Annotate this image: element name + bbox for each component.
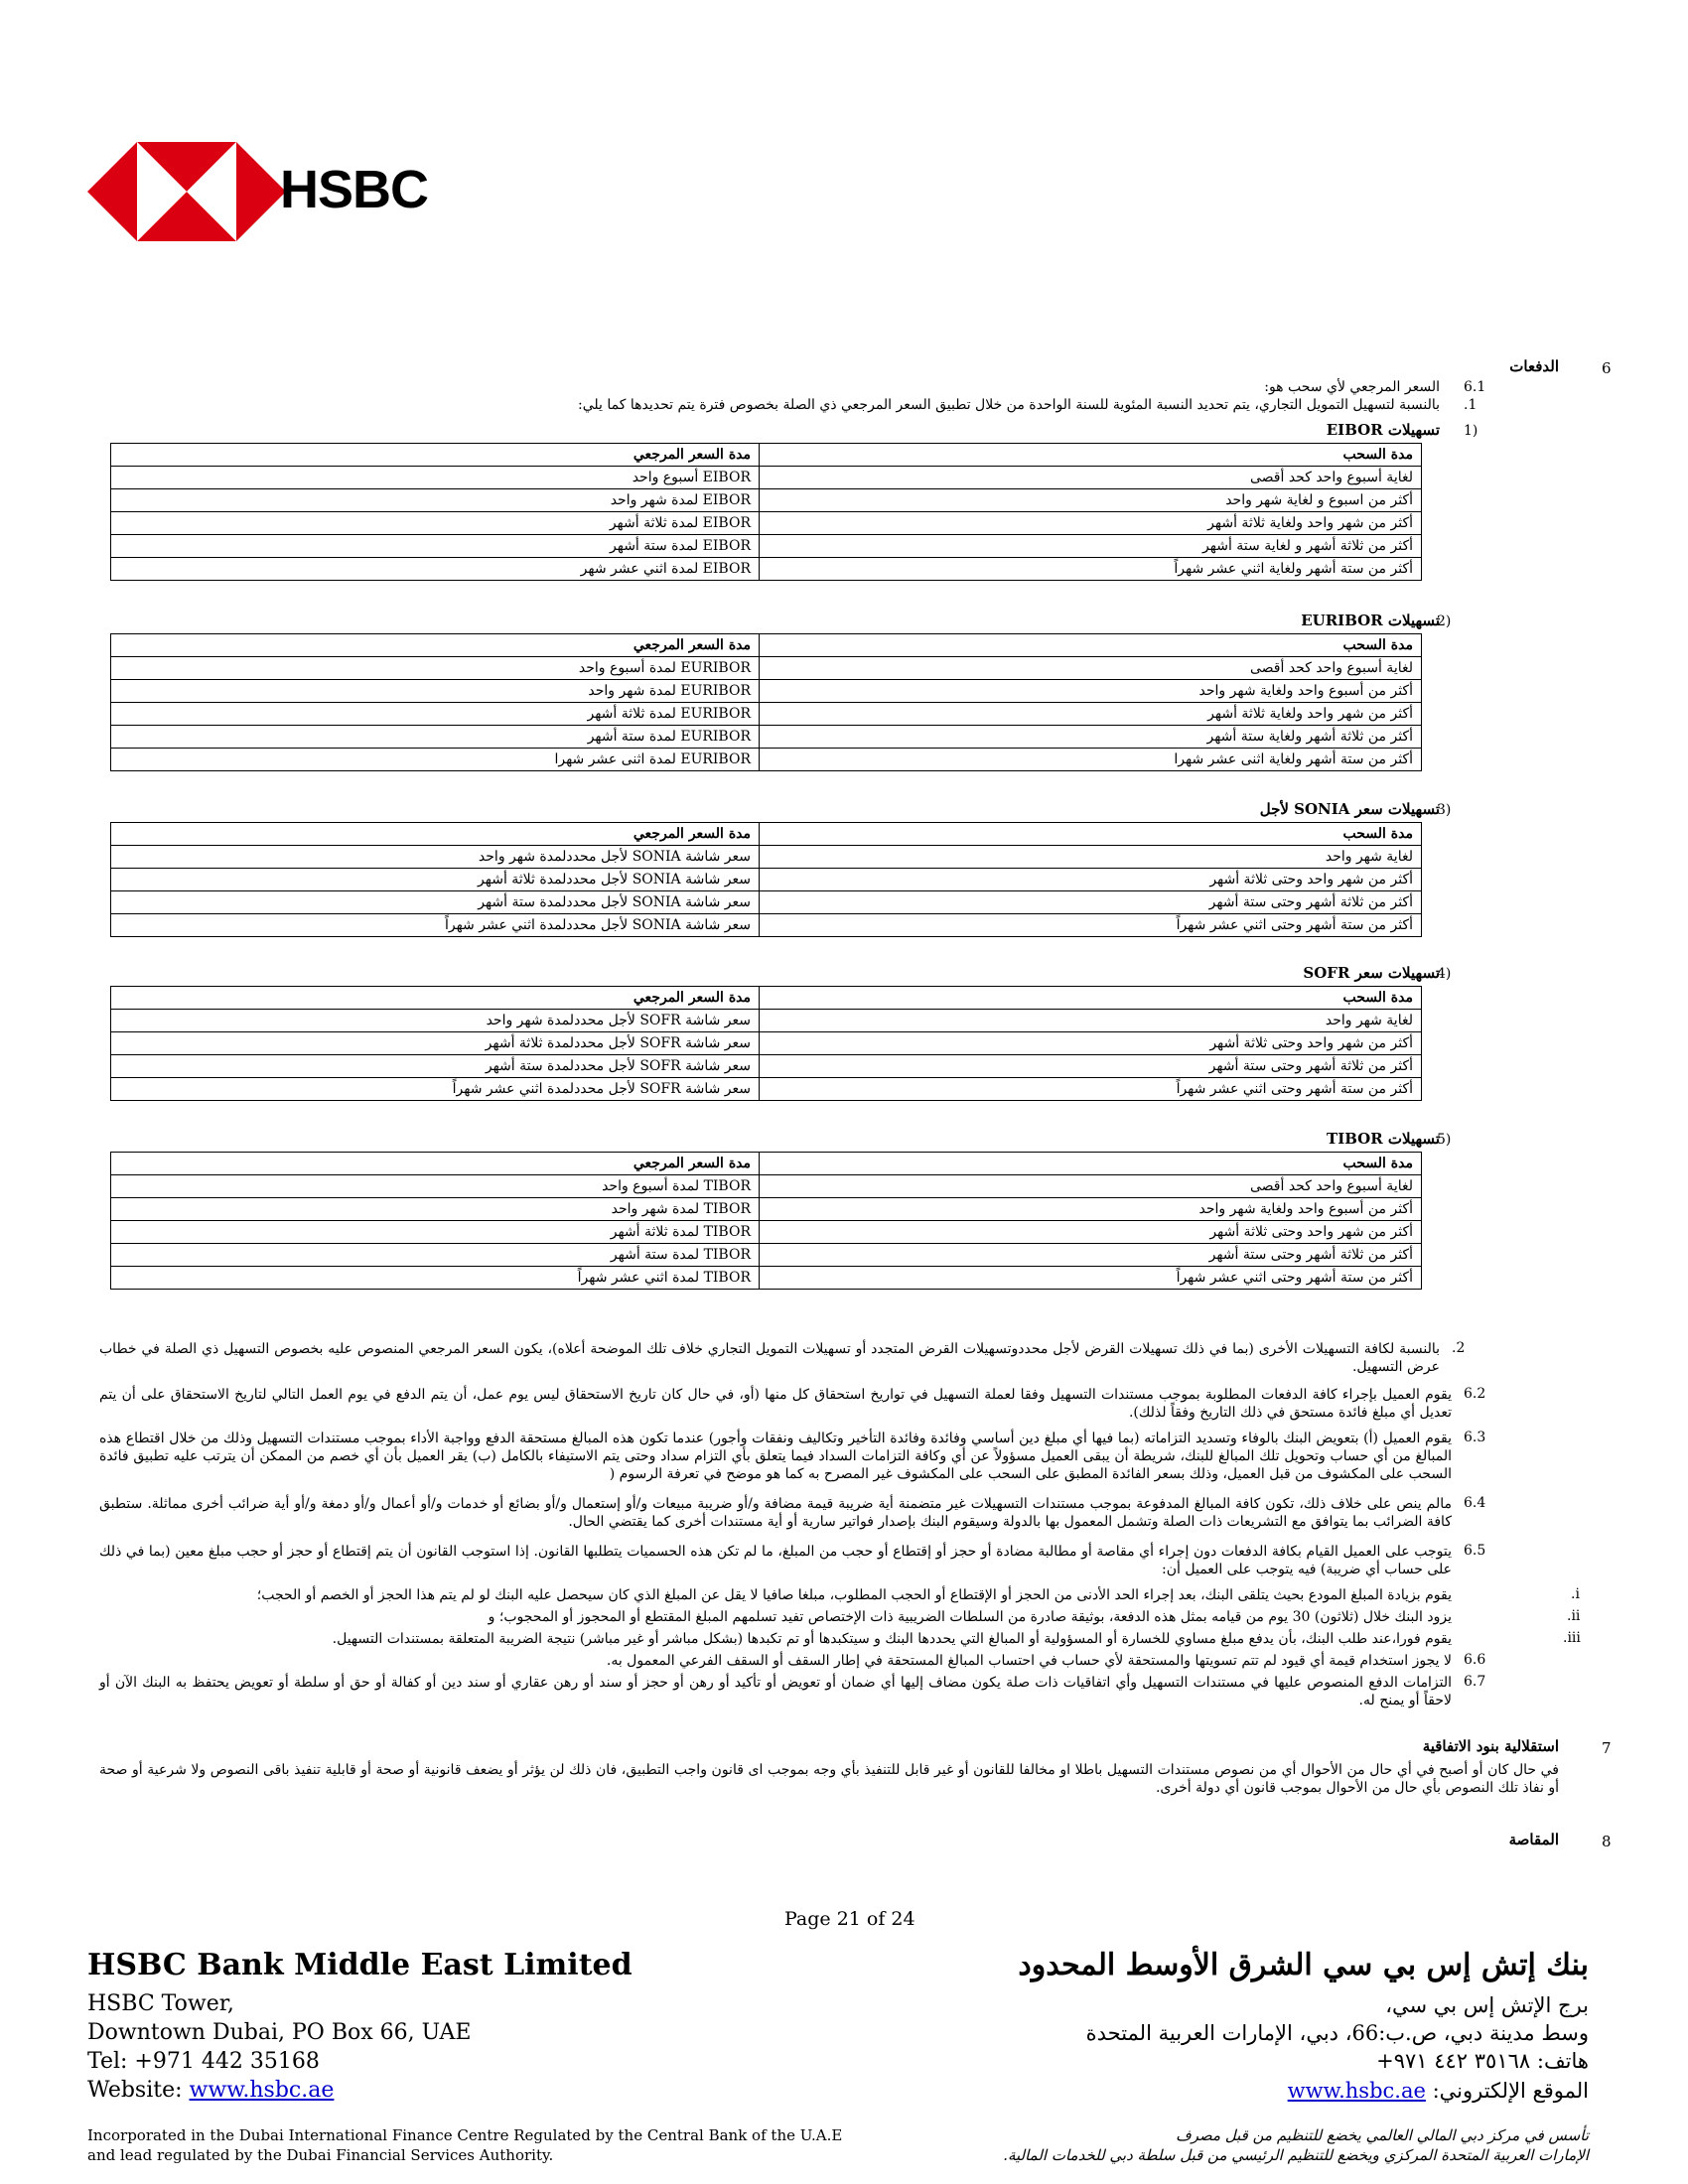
footer-address-line-ar: وسط مدينة دبي، ص.ب:66، دبي، الإمارات العربية المتحدة [1085, 2021, 1589, 2045]
table-row [111, 1267, 1422, 1290]
table-cell: أكثر من ستة أشهر وحتى اثني عشر شهراً [760, 1078, 1422, 1101]
table-row [111, 657, 1422, 680]
table-cell: EIBOR لمدة اثني عشر شهر [111, 558, 760, 581]
table-cell: EURIBOR لمدة شهر واحد [111, 680, 760, 703]
table-cell: أكثر من ستة أشهر ولغاية اثني عشر شهراً [760, 558, 1422, 581]
website-link[interactable]: www.hsbc.ae [189, 2078, 335, 2103]
table-row [111, 467, 1422, 489]
clause-1-text: بالنسبة لتسهيل التمويل التجاري، يتم تحديد النسبة المئوية للسنة الواحدة من خلال تطبيق السعر المرجعي ذي الصلة بخصوص فترة يتم تحديدها كما يلي: [578, 397, 1440, 413]
column-header-drawdown: مدة السحب [760, 634, 1422, 657]
table-header-row [111, 987, 1422, 1010]
table-row [111, 1244, 1422, 1267]
column-header-drawdown: مدة السحب [760, 987, 1422, 1010]
clause-6-3-text: يقوم العميل (أ) بتعويض البنك بالوفاء وتسديد التزاماته (بما فيها أي مبلغ دين أساسي وفائدة وفائدة التأخير وتكاليف ونفقات وأجور) عندما تكون هذه المبالغ مستحقة الدفع وواجبة الأداء بموجب مستندات التسهيل وذلك من خلال اقتطاع هذه المبالغ من أي حساب وتحويل تلك المبالغ للبنك، شريطة أن يبقى العميل مسؤولاً عن أي وكافة التزامات السداد فيما يتعلق بأي التزام سداد وحتى يتم الاستيفاء بالكامل (ب) يقر العميل بأن أي خصم من الممكن أن يترتب عليه تطبيق فائدة السحب على المكشوف من قبل العميل، وذلك بسعر الفائدة المطبق على السحب على المكشوف غير المصرح به كما هو موضح في تعرفة الرسوم ( [99, 1431, 1452, 1482]
table-cell: أكثر من شهر واحد ولغاية ثلاثة أشهر [760, 703, 1422, 726]
clause-2-number: .2 [1452, 1340, 1466, 1356]
table-row [111, 680, 1422, 703]
footer-phone-ar: هاتف: ٣٥١٦٨ ٤٤٢ ٩٧١+ [1376, 2049, 1589, 2073]
table-cell: TIBOR لمدة أسبوع واحد [111, 1175, 760, 1198]
footer-website-ar [1288, 2079, 1589, 2103]
table-2-number: 2) [1437, 614, 1452, 629]
table-cell: أكثر من ثلاثة أشهر وحتى ستة أشهر [760, 1055, 1422, 1078]
table-cell: EURIBOR لمدة ستة أشهر [111, 726, 760, 749]
table-cell: أكثر من شهر واحد وحتى ثلاثة أشهر [760, 869, 1422, 891]
table-cell: TIBOR لمدة اثني عشر شهراً [111, 1267, 760, 1290]
table-row [111, 1221, 1422, 1244]
table-row [111, 914, 1422, 937]
table-5-number: 5) [1437, 1132, 1452, 1148]
table-cell: أكثر من أسبوع واحد ولغاية شهر واحد [760, 680, 1422, 703]
section-7-number: 7 [1602, 1739, 1612, 1757]
table-cell: لغاية شهر واحد [760, 1010, 1422, 1032]
column-header-reference: مدة السعر المرجعي [111, 444, 760, 467]
section-6-number: 6 [1602, 359, 1612, 377]
table-cell: أكثر من ثلاثة أشهر و لغاية ستة أشهر [760, 535, 1422, 558]
clause-2-text: بالنسبة لكافة التسهيلات الأخرى (بما في ذلك تسهيلات القرض لأجل محددوتسهيلات القرض المتجدد أو تسهيلات التمويل التجاري خلاف تلك الموضحة أعلاه)، يكون السعر المرجعي المنصوص عليه بخصوص التسهيل ذي الصلة في خطاب عرض التسهيل. [99, 1341, 1440, 1375]
column-header-drawdown: مدة السحب [760, 1153, 1422, 1175]
table-cell: سعر شاشة SOFR لأجل محددلمدة شهر واحد [111, 1010, 760, 1032]
table-cell: أكثر من ستة أشهر وحتى اثني عشر شهراً [760, 1267, 1422, 1290]
table-header-row [111, 444, 1422, 467]
table-1-number: 1) [1464, 423, 1478, 439]
table-4-number: 4) [1437, 966, 1452, 982]
table-row [111, 726, 1422, 749]
table-row [111, 1032, 1422, 1055]
clause-iii-number: .iii [1563, 1630, 1581, 1646]
section-6-title: الدفعات [1509, 357, 1559, 375]
table-header-row [111, 1153, 1422, 1175]
clause-6-4-number: 6.4 [1464, 1495, 1486, 1511]
table-cell: أكثر من اسبوع و لغاية شهر واحد [760, 489, 1422, 512]
section-8-title: المقاصة [1508, 1831, 1559, 1848]
table-header-row [111, 634, 1422, 657]
clause-i-number: .i [1571, 1586, 1580, 1602]
table-row [111, 869, 1422, 891]
clause-6-6-number: 6.6 [1464, 1652, 1486, 1668]
table-cell: TIBOR لمدة ثلاثة أشهر [111, 1221, 760, 1244]
clause-6-1-text: السعر المرجعي لأي سحب هو: [1264, 379, 1440, 395]
eibor-table [110, 443, 1422, 581]
table-row [111, 558, 1422, 581]
table-cell: سعر شاشة SOFR لأجل محددلمدة ثلاثة أشهر [111, 1032, 760, 1055]
table-row [111, 703, 1422, 726]
clause-6-1-number: 6.1 [1464, 379, 1486, 395]
table-cell: سعر شاشة SONIA لأجل محددلمدة ستة أشهر [111, 891, 760, 914]
table-5-title: تسهيلات TIBOR [1327, 1130, 1440, 1148]
website-link-ar[interactable]: www.hsbc.ae [1287, 2079, 1426, 2103]
table-cell: EIBOR أسبوع واحد [111, 467, 760, 489]
section-7-text: في حال كان أو أصبح في أي حال من الأحوال أي من نصوص مستندات التسهيل باطلا او مخالفا للقانون أو غير قابل للتنفيذ بأي وجه بموجب اى قانون واجب التطبيق، فان ذلك لن يؤثر أو يضعف قانونية أو صحة أو قابلية تنفيذ باقى النصوص ولا شرعية أو صحة أو نفاذ تلك النصوص بأي حال من الأحوال بموجب قانون أي دولة أخرى. [99, 1762, 1559, 1796]
table-header-row [111, 823, 1422, 846]
table-cell: أكثر من شهر واحد ولغاية ثلاثة أشهر [760, 512, 1422, 535]
clause-ii-number: .ii [1567, 1608, 1581, 1624]
euribor-table [110, 633, 1422, 771]
clause-6-5-text: يتوجب على العميل القيام بكافة الدفعات دون إجراء أي مقاصة أو مطالبة مضادة أو حجز أو إقتطاع أو حجب من المبلغ، ما لم تكن هذه الحسميات يتطلبها القانون. إذا استوجب القانون أن يتم إقتطاع أو حجز أو حجب مبلغ معين (بما في ذلك على حساب أي ضريبة) فيه يتوجب على العميل أن: [99, 1544, 1452, 1577]
table-row [111, 535, 1422, 558]
regulatory-note-en: Incorporated in the Dubai International Finance Centre Regulated by the Central Bank of the U.A.E [87, 2126, 843, 2144]
table-cell: EIBOR لمدة شهر واحد [111, 489, 760, 512]
table-4-title: تسهيلات سعر SOFR [1303, 964, 1440, 982]
table-cell: أكثر من ثلاثة أشهر ولغاية ستة أشهر [760, 726, 1422, 749]
sofr-table [110, 986, 1422, 1101]
table-cell: أكثر من ثلاثة أشهر وحتى ستة أشهر [760, 1244, 1422, 1267]
table-cell: لغاية أسبوع واحد كحد أقصى [760, 657, 1422, 680]
section-7-title: استقلالية بنود الاتفاقية [1422, 1737, 1559, 1755]
table-cell: EIBOR لمدة ثلاثة أشهر [111, 512, 760, 535]
footer-website-en [87, 2078, 334, 2103]
table-cell: سعر شاشة SONIA لأجل محددلمدة ثلاثة أشهر [111, 869, 760, 891]
table-row [111, 1010, 1422, 1032]
table-cell: TIBOR لمدة شهر واحد [111, 1198, 760, 1221]
table-row [111, 1175, 1422, 1198]
table-cell: سعر شاشة SOFR لأجل محددلمدة اثني عشر شهراً [111, 1078, 760, 1101]
tibor-table [110, 1152, 1422, 1290]
sonia-table [110, 822, 1422, 937]
table-cell: EIBOR لمدة ستة أشهر [111, 535, 760, 558]
table-row [111, 512, 1422, 535]
footer-phone: Tel: +971 442 35168 [87, 2049, 320, 2074]
footer-bank-name-en: HSBC Bank Middle East Limited [87, 1948, 633, 1982]
table-cell: لغاية أسبوع واحد كحد أقصى [760, 467, 1422, 489]
table-row [111, 846, 1422, 869]
table-3-title: تسهيلات سعر SONIA لأجل [1259, 800, 1440, 818]
hsbc-logo-text: HSBC [280, 160, 429, 219]
column-header-drawdown: مدة السحب [760, 444, 1422, 467]
table-3-number: 3) [1437, 802, 1452, 818]
table-cell: سعر شاشة SONIA لأجل محددلمدة شهر واحد [111, 846, 760, 869]
table-cell: أكثر من شهر واحد وحتى ثلاثة أشهر [760, 1221, 1422, 1244]
clause-6-5-number: 6.5 [1464, 1543, 1486, 1559]
column-header-reference: مدة السعر المرجعي [111, 823, 760, 846]
clause-6-3-number: 6.3 [1464, 1430, 1486, 1445]
column-header-drawdown: مدة السحب [760, 823, 1422, 846]
website-label: Website: [87, 2078, 190, 2103]
table-cell: أكثر من ثلاثة أشهر وحتى ستة أشهر [760, 891, 1422, 914]
table-row [111, 489, 1422, 512]
clause-1-number: .1 [1464, 397, 1477, 413]
table-cell: TIBOR لمدة ستة أشهر [111, 1244, 760, 1267]
column-header-reference: مدة السعر المرجعي [111, 634, 760, 657]
clause-6-2-number: 6.2 [1464, 1386, 1486, 1402]
regulatory-note-en: and lead regulated by the Dubai Financial Services Authority. [87, 2146, 554, 2164]
table-cell: EURIBOR لمدة اثنى عشر شهرا [111, 749, 760, 771]
clause-iii-text: يقوم فورا،عند طلب البنك، بأن يدفع مبلغ مساوي للخسارة أو المسؤولية أو المبالغ التي يحددها البنك و سيتكبدها أو تم تكبدها (بشكل مباشر أو غير مباشر) نتيجة الضريبة المتعلقة بمستندات التسهيل. [332, 1631, 1452, 1647]
table-row [111, 1055, 1422, 1078]
page-number: Page 21 of 24 [784, 1908, 915, 1930]
clause-6-6-text: لا يجوز استخدام قيمة أي قيود لم تتم تسويتها والمستحقة لأي حساب في احتساب المبالغ المستحقة في إطار السقف أو السقف الفرعي المعمول به. [606, 1653, 1452, 1669]
table-cell: أكثر من أسبوع واحد ولغاية شهر واحد [760, 1198, 1422, 1221]
table-row [111, 749, 1422, 771]
footer-bank-name-ar: بنك إتش إس بي سي الشرق الأوسط المحدود [1018, 1948, 1589, 1982]
column-header-reference: مدة السعر المرجعي [111, 1153, 760, 1175]
clause-6-4-text: مالم ينص على خلاف ذلك، تكون كافة المبالغ المدفوعة بموجب مستندات التسهيلات غير متضمنة أية ضريبة قيمة مضافة و/أو ضريبة مبيعات و/أو إستعمال و/أو بضائع أو خدمات و/أو أعمال و/أو دمغة و/أو أية ضرائب أخرى مماثلة. ستطبق كافة الضرائب بما يتوافق مع التشريعات ذات الصلة وتشمل المعمول بها بالدولة وسيقوم البنك بإصدار فواتير سارية أو أية مستندات أخرى كما يقتضي الحال. [99, 1496, 1452, 1530]
section-8-number: 8 [1602, 1833, 1612, 1850]
column-header-reference: مدة السعر المرجعي [111, 987, 760, 1010]
website-label-ar: الموقع الإلكتروني: [1425, 2079, 1589, 2103]
table-row [111, 1078, 1422, 1101]
clause-ii-text: يزود البنك خلال (ثلاثون) 30 يوم من قيامه بمثل هذه الدفعة، بوثيقة صادرة من السلطات الضريبية ذات الإختصاص تفيد تسلمهم المبلغ المقتطع أو المحجوز أو المحجوب؛ و [488, 1609, 1452, 1625]
footer-address-line: HSBC Tower, [87, 1991, 234, 2016]
table-cell: أكثر من ستة أشهر وحتى اثني عشر شهراً [760, 914, 1422, 937]
table-2-title: تسهيلات EURIBOR [1301, 612, 1440, 629]
regulatory-note-ar: تأسس في مركز دبي المالي العالمي يخضع للتنظيم من قبل مصرف [1176, 2126, 1589, 2144]
regulatory-note-ar: الإمارات العربية المتحدة المركزي ويخضع للتنظيم الرئيسي من قبل سلطة دبي للخدمات المالية. [1003, 2146, 1589, 2164]
table-cell: سعر شاشة SOFR لأجل محددلمدة ستة أشهر [111, 1055, 760, 1078]
clause-6-2-text: يقوم العميل بإجراء كافة الدفعات المطلوبة بموجب مستندات التسهيل وفقا لعملة التسهيل في تواريخ استحقاق كل منها (أو، في حال كان تاريخ الاستحقاق ليس يوم عمل، أن يتم الدفع في يوم العمل التالي لتاريخ الاستحقاق على أن يتم تعديل أي مبلغ فائدة مستحق في ذلك التاريخ وفقاً لذلك). [99, 1387, 1452, 1421]
table-cell: لغاية شهر واحد [760, 846, 1422, 869]
table-cell: EURIBOR لمدة أسبوع واحد [111, 657, 760, 680]
clause-6-7-number: 6.7 [1464, 1674, 1486, 1690]
clause-i-text: يقوم بزيادة المبلغ المودع بحيث يتلقى البنك، بعد إجراء الحد الأدنى من الحجز أو الإقتطاع أو الحجب المطلوب، مبلغا صافيا لا يقل عن المبلغ الذي كان سيحصل عليه البنك لو لم يتم هذا الحجز أو الخصم أو الحجب؛ [256, 1587, 1452, 1603]
table-row [111, 1198, 1422, 1221]
table-cell: أكثر من شهر واحد وحتى ثلاثة أشهر [760, 1032, 1422, 1055]
table-cell: أكثر من ستة أشهر ولغاية اثنى عشر شهرا [760, 749, 1422, 771]
table-cell: لغاية أسبوع واحد كحد أقصى [760, 1175, 1422, 1198]
footer-address-line: Downtown Dubai, PO Box 66, UAE [87, 2020, 472, 2045]
table-row [111, 891, 1422, 914]
table-cell: سعر شاشة SONIA لأجل محددلمدة اثني عشر شهراً [111, 914, 760, 937]
clause-6-7-text: التزامات الدفع المنصوص عليها في مستندات التسهيل وأي اتفاقيات ذات صلة يكون مضاف إليها أي ضمان أو تعويض أو تأكيد أو رهن أو حجز أو سند أو رهن عقاري أو سند دين أو كفالة أو حق أو سلطة أو تعويض يحتفظ به البنك الآن أو لاحقاً أو يمنح له. [99, 1675, 1452, 1708]
table-cell: EURIBOR لمدة ثلاثة أشهر [111, 703, 760, 726]
footer-address-line-ar: برج الإتش إس بي سي، [1385, 1993, 1589, 2017]
table-1-title: تسهيلات EIBOR [1326, 421, 1440, 439]
